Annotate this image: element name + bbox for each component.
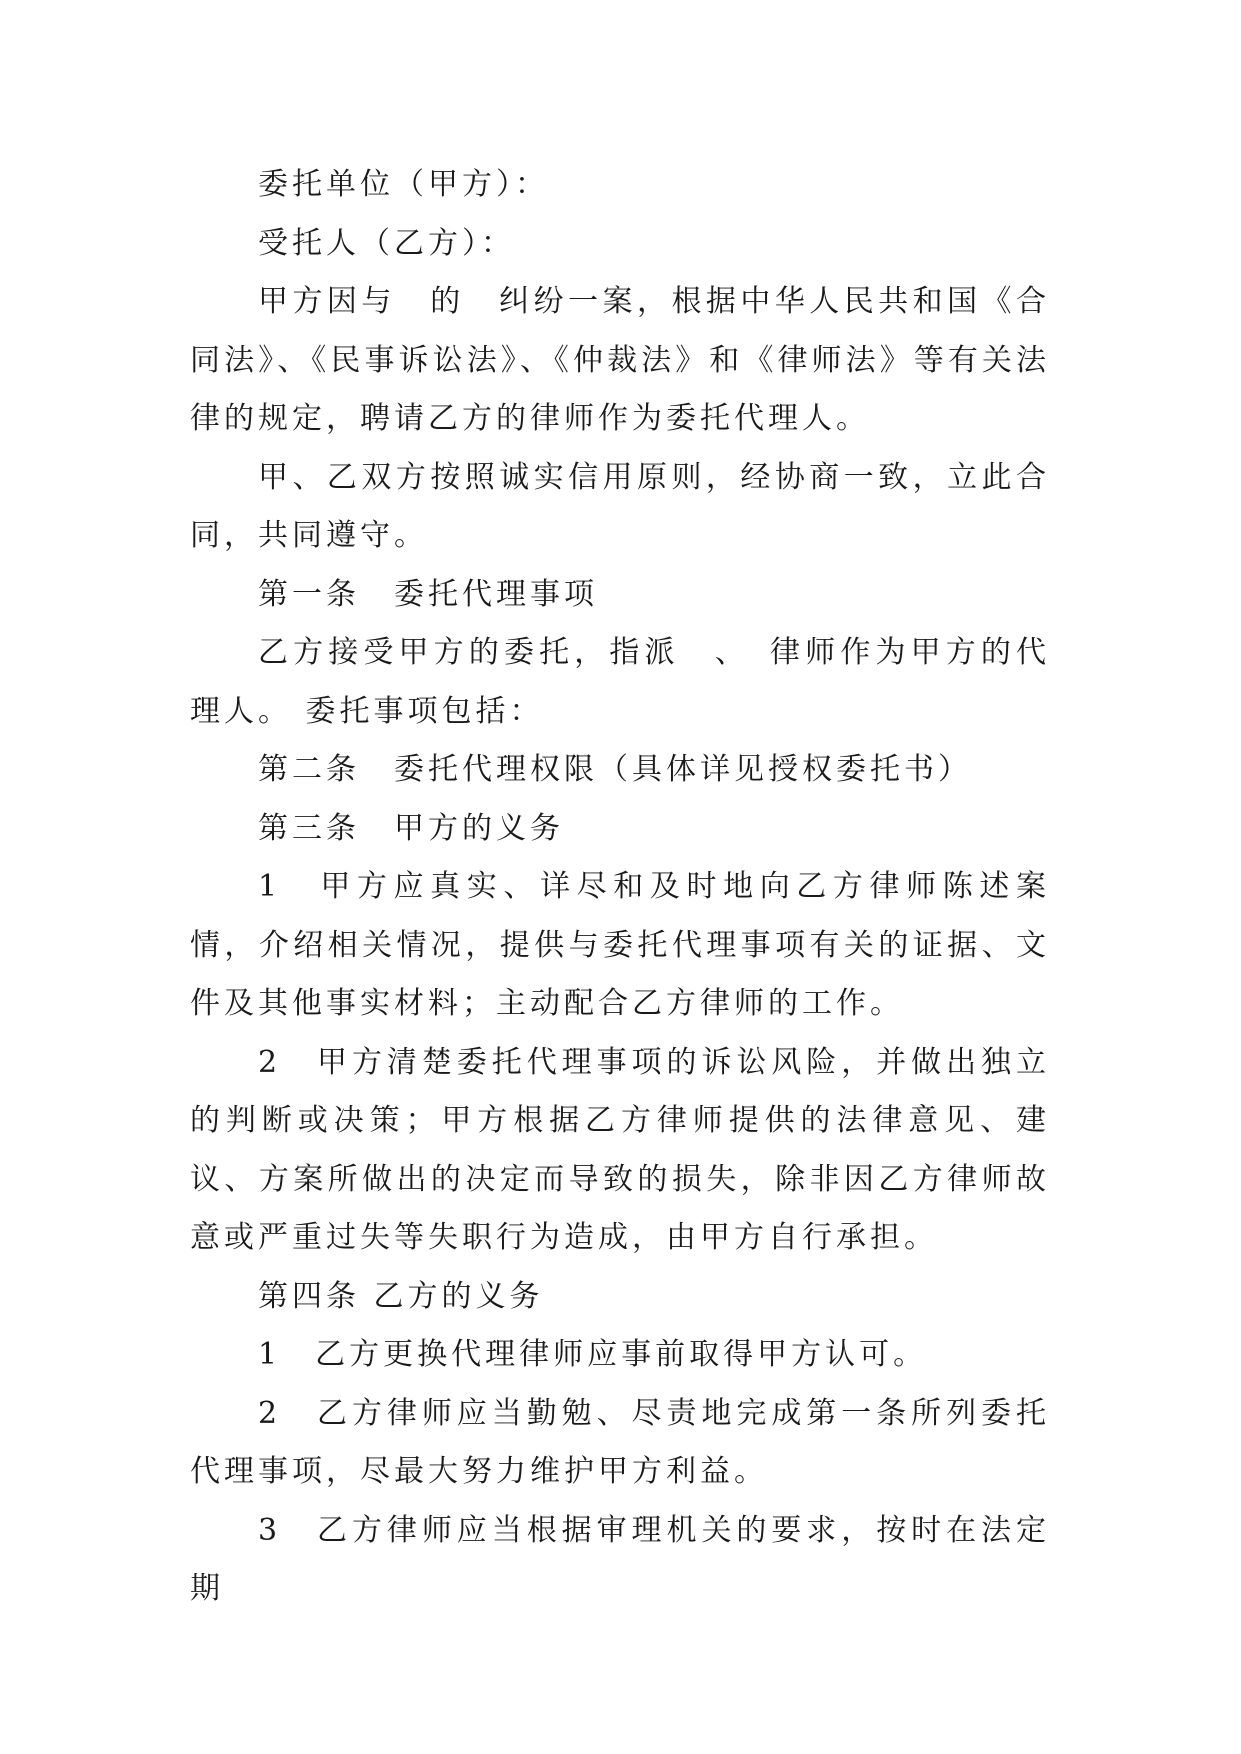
article-2-heading: 第二条 委托代理权限（具体详见授权委托书） [258, 752, 972, 787]
document-body [190, 156, 1050, 1619]
agreement-paragraph: 甲、乙双方按照诚实信用原则，经协商一致，立此合同，共同遵守。 [190, 459, 1050, 553]
article-4-heading: 第四条 乙方的义务 [258, 1278, 544, 1314]
article-3-item-1: 1 甲方应真实、详尽和及时地向乙方律师陈述案情，介绍相关情况，提供与委托代理事项有关的证据、文件及其他事实材料；主动配合乙方律师的工作。 [190, 869, 1050, 1021]
article-4-item-2: 2 乙方律师应当勤勉、尽责地完成第一条所列委托代理事项，尽最大努力维护甲方利益。 [190, 1395, 1050, 1489]
agent-line: 受托人（乙方）： [258, 225, 515, 261]
engagement-paragraph: 甲方因与 的 纠纷一案，根据中华人民共和国《合同法》、《民事诉讼法》、《仲裁法》和《律师法》等有关法律的规定，聘请乙方的律师作为委托代理人。 [190, 284, 1050, 436]
article-4-item-3: 3 乙方律师应当根据审理机关的要求，按时在法定期 [190, 1512, 1050, 1606]
article-4-item-1: 1 乙方更换代理律师应事前取得甲方认可。 [258, 1337, 928, 1372]
article-3-item-2: 2 甲方清楚委托代理事项的诉讼风险，并做出独立的判断或决策；甲方根据乙方律师提供的法律意见、建议、方案所做出的决定而导致的损失，除非因乙方律师故意或严重过失等失职行为造成，由甲方自行承担。 [190, 1044, 1050, 1255]
article-1-heading: 第一条 委托代理事项 [258, 576, 598, 612]
article-1-body: 乙方接受甲方的委托，指派 、 律师作为甲方的代理人。 委托事项包括： [190, 635, 1050, 729]
article-3-heading: 第三条 甲方的义务 [258, 810, 564, 846]
client-line: 委托单位（甲方）： [258, 167, 549, 202]
